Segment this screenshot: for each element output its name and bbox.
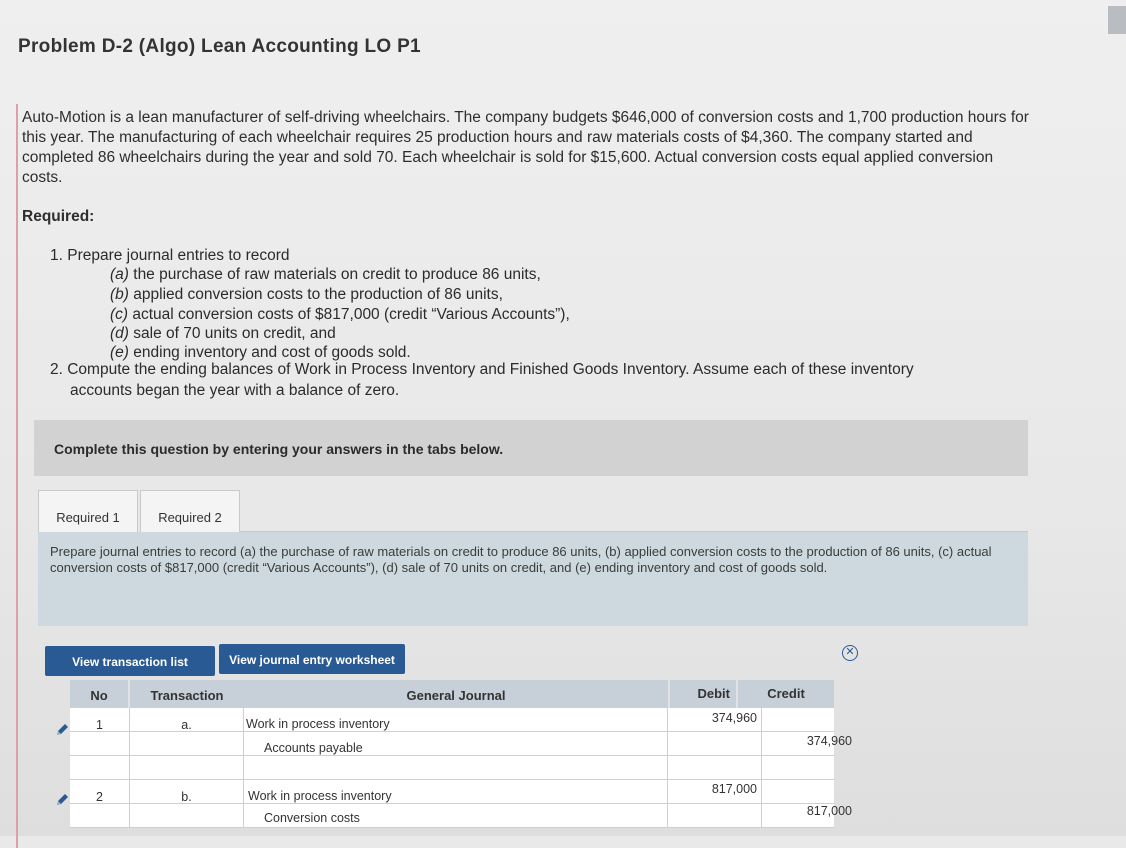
- cell-debit[interactable]: [668, 732, 762, 756]
- cell-debit[interactable]: 817,000: [668, 780, 762, 804]
- required-2-line-1: 2. Compute the ending balances of Work in Process Inventory and Finished Goods Inventory. Assume each of these inventory: [50, 361, 914, 378]
- cell-credit[interactable]: 374,960: [806, 734, 852, 748]
- item-letter: (e): [110, 344, 129, 361]
- required-1-item-c: [110, 305, 570, 325]
- item-text: the purchase of raw materials on credit to produce 86 units,: [128, 266, 541, 283]
- view-journal-entry-worksheet-button[interactable]: View journal entry worksheet: [219, 644, 405, 674]
- required-2-text: [50, 359, 990, 401]
- cell-no: [70, 756, 130, 780]
- item-text: actual conversion costs of $817,000 (credit “Various Accounts”),: [128, 306, 570, 323]
- cell-debit[interactable]: [668, 756, 762, 780]
- item-text: ending inventory and cost of goods sold.: [128, 344, 411, 361]
- required-1-text: 1. Prepare journal entries to record: [50, 247, 290, 264]
- problem-title: Problem D-2 (Algo) Lean Accounting LO P1: [18, 36, 421, 57]
- cell-no: 2: [70, 780, 130, 804]
- item-letter: (d): [110, 325, 129, 342]
- header-credit: Credit: [738, 680, 834, 708]
- instruction-bar: [34, 420, 1028, 476]
- margin-line: [16, 104, 18, 848]
- cell-no: [70, 804, 130, 828]
- required-1-item-d: [110, 324, 336, 344]
- instruction-text: Complete this question by entering your answers in the tabs below.: [54, 441, 504, 457]
- cell-debit[interactable]: [668, 804, 762, 828]
- required-1-item-a: [110, 265, 541, 285]
- prompt-box: Prepare journal entries to record (a) the purchase of raw materials on credit to produce 86 units, (b) applied conversion costs to the production of 86 units, (c) actual conversion costs of $817,000 (credit “Various Accounts”), (d) sale of 70 units on credit, and (e) ending inventory and cost of goods sold.: [38, 532, 1028, 626]
- table-row: [70, 732, 852, 756]
- cell-account[interactable]: Work in process inventory: [244, 708, 668, 732]
- item-letter: (c): [110, 306, 129, 323]
- item-text: sale of 70 units on credit, and: [128, 325, 336, 342]
- cell-account[interactable]: Accounts payable: [244, 732, 668, 756]
- header-debit: Debit: [670, 680, 736, 708]
- cell-transaction: [130, 732, 244, 756]
- cell-transaction: [130, 756, 244, 780]
- item-letter: (b): [110, 286, 129, 303]
- required-1-item-b: [110, 285, 503, 305]
- cell-no: 1: [70, 708, 130, 732]
- item-text: applied conversion costs to the production of 86 units,: [128, 286, 503, 303]
- cell-no: [70, 732, 130, 756]
- required-label: Required:: [22, 208, 95, 225]
- cell-debit[interactable]: 374,960: [668, 708, 762, 732]
- cell-credit[interactable]: [762, 708, 834, 732]
- cell-transaction: [130, 804, 244, 828]
- table-row: [70, 804, 852, 828]
- problem-intro: Auto-Motion is a lean manufacturer of self-driving wheelchairs. The company budgets $646,000 of conversion costs and 1,700 production hours for this year. The manufacturing of each wheelchair requires 25 production hours and raw materials costs of $4,360. The company started and completed 86 wheelchairs during the year and sold 70. Each wheelchair is sold for $15,600. Actual conversion costs equal applied conversion costs.: [22, 109, 1029, 186]
- table-row: [70, 756, 834, 780]
- cell-account[interactable]: Conversion costs: [244, 804, 668, 828]
- cell-transaction: a.: [130, 708, 244, 732]
- tab-required-1[interactable]: Required 1: [38, 490, 138, 532]
- cell-credit[interactable]: 817,000: [806, 804, 852, 818]
- edit-icon[interactable]: [54, 722, 70, 738]
- cell-credit[interactable]: [762, 756, 834, 780]
- cell-credit[interactable]: [762, 780, 834, 804]
- cell-account[interactable]: [244, 756, 668, 780]
- header-general-journal: General Journal: [244, 680, 668, 708]
- cell-account[interactable]: Work in process inventory: [244, 780, 668, 804]
- journal-table: [48, 680, 852, 840]
- table-row: [70, 708, 834, 732]
- tab-required-2[interactable]: Required 2: [140, 490, 240, 532]
- header-no: No: [70, 680, 128, 708]
- corner-badge: [1108, 6, 1126, 34]
- view-transaction-list-button[interactable]: View transaction list: [45, 646, 215, 676]
- cell-transaction: b.: [130, 780, 244, 804]
- required-2-line-2: accounts began the year with a balance of zero.: [70, 382, 400, 399]
- header-transaction: Transaction: [130, 680, 244, 708]
- close-icon[interactable]: ✕: [842, 645, 858, 661]
- table-row: [70, 780, 834, 804]
- item-letter: (a): [110, 266, 129, 283]
- edit-icon[interactable]: [54, 792, 70, 808]
